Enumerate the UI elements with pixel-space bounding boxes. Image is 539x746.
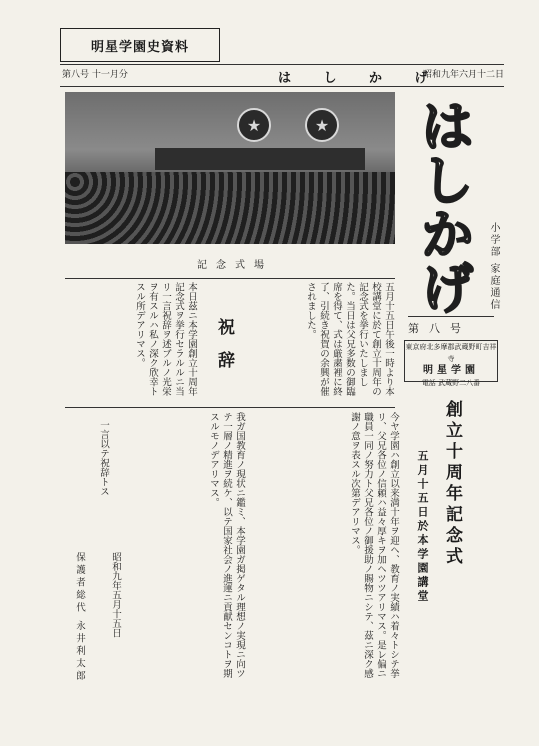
publisher-name: 明星学園 [423,365,479,376]
masthead-logo-text: はしかげ [412,98,475,314]
audience-crowd [65,172,395,244]
masthead-logo [402,92,484,314]
header-rule-bottom [60,86,504,87]
issue-number: 第八号 [408,316,494,336]
ceremony-report: 五月十五日午後一時より本校講堂に於て創立十周年の記念式を挙行いたしました。当日は父兄多数の御臨席を得て、式は厳粛裡に終了、引続き祝賀の余興が催されました。 [305,282,394,396]
newsletter-header [60,66,504,84]
header-issue: 第八号 十一月分 [62,70,128,80]
speech-title: 祝辞 [214,318,234,384]
speech-signature: 保護者総代 永井利太郎 [74,552,85,684]
ceremony-photo [65,92,395,244]
star-emblem-icon: ★ [237,108,271,142]
closing-line: 一言以テ祝辞トス [98,420,109,496]
section-rule [65,407,395,408]
publisher-box [404,340,498,387]
header-title: は し か げ [278,71,442,86]
address-body-1: 今ヤ学園ハ創立以来満十年ヲ迎ヘ、教育ノ実績ハ着々トシテ挙リ、父兄各位ノ信頼ハ益々厚キヲ加ヘツツアリマス。是レ偏ニ職員一同ノ努力ト父兄各位ノ御援助ノ賜物ニシテ、茲ニ深ク感謝ノ意ヲ表スル次第デアリマス。 [349,412,399,678]
section-rule [65,278,395,279]
photo-caption: 記念式場 [197,260,273,271]
stage-platform [155,148,365,170]
archive-stamp: 明星学園史資料 [60,28,220,62]
publisher-address: 東京府北多摩郡武蔵野町吉祥寺 [405,343,497,363]
star-emblem-icon: ★ [305,108,339,142]
address-body-2: 我ガ国教育ノ現状ニ鑑ミ、本学園ガ掲ゲタル理想ノ実現ニ向ツテ一層ノ精進ヲ続ケ、以テ国家社会ノ進運ニ貢献センコトヲ期スルモノデアリマス。 [208,412,245,678]
publisher-phone: 電話 武蔵野二八番 [421,379,481,387]
masthead [402,92,504,314]
speech-date: 昭和九年五月十五日 [110,552,121,638]
header-rule-top [60,64,504,65]
speech-body: 本日茲ニ本学園創立十周年記念式ヲ挙行セラルルニ当リ一言祝辞ヲ述ブルノ光栄ヲ有スルハ私ノ深ク欣幸トスル所デアリマス。 [134,282,197,396]
header-date: 昭和九年六月十二日 [422,70,504,80]
article-subheadline: 五月十五日於本学園講堂 [416,450,429,604]
article-headline: 創立十周年記念式 [442,400,462,568]
masthead-subtitle: 小学部 家庭通信 [488,222,499,312]
